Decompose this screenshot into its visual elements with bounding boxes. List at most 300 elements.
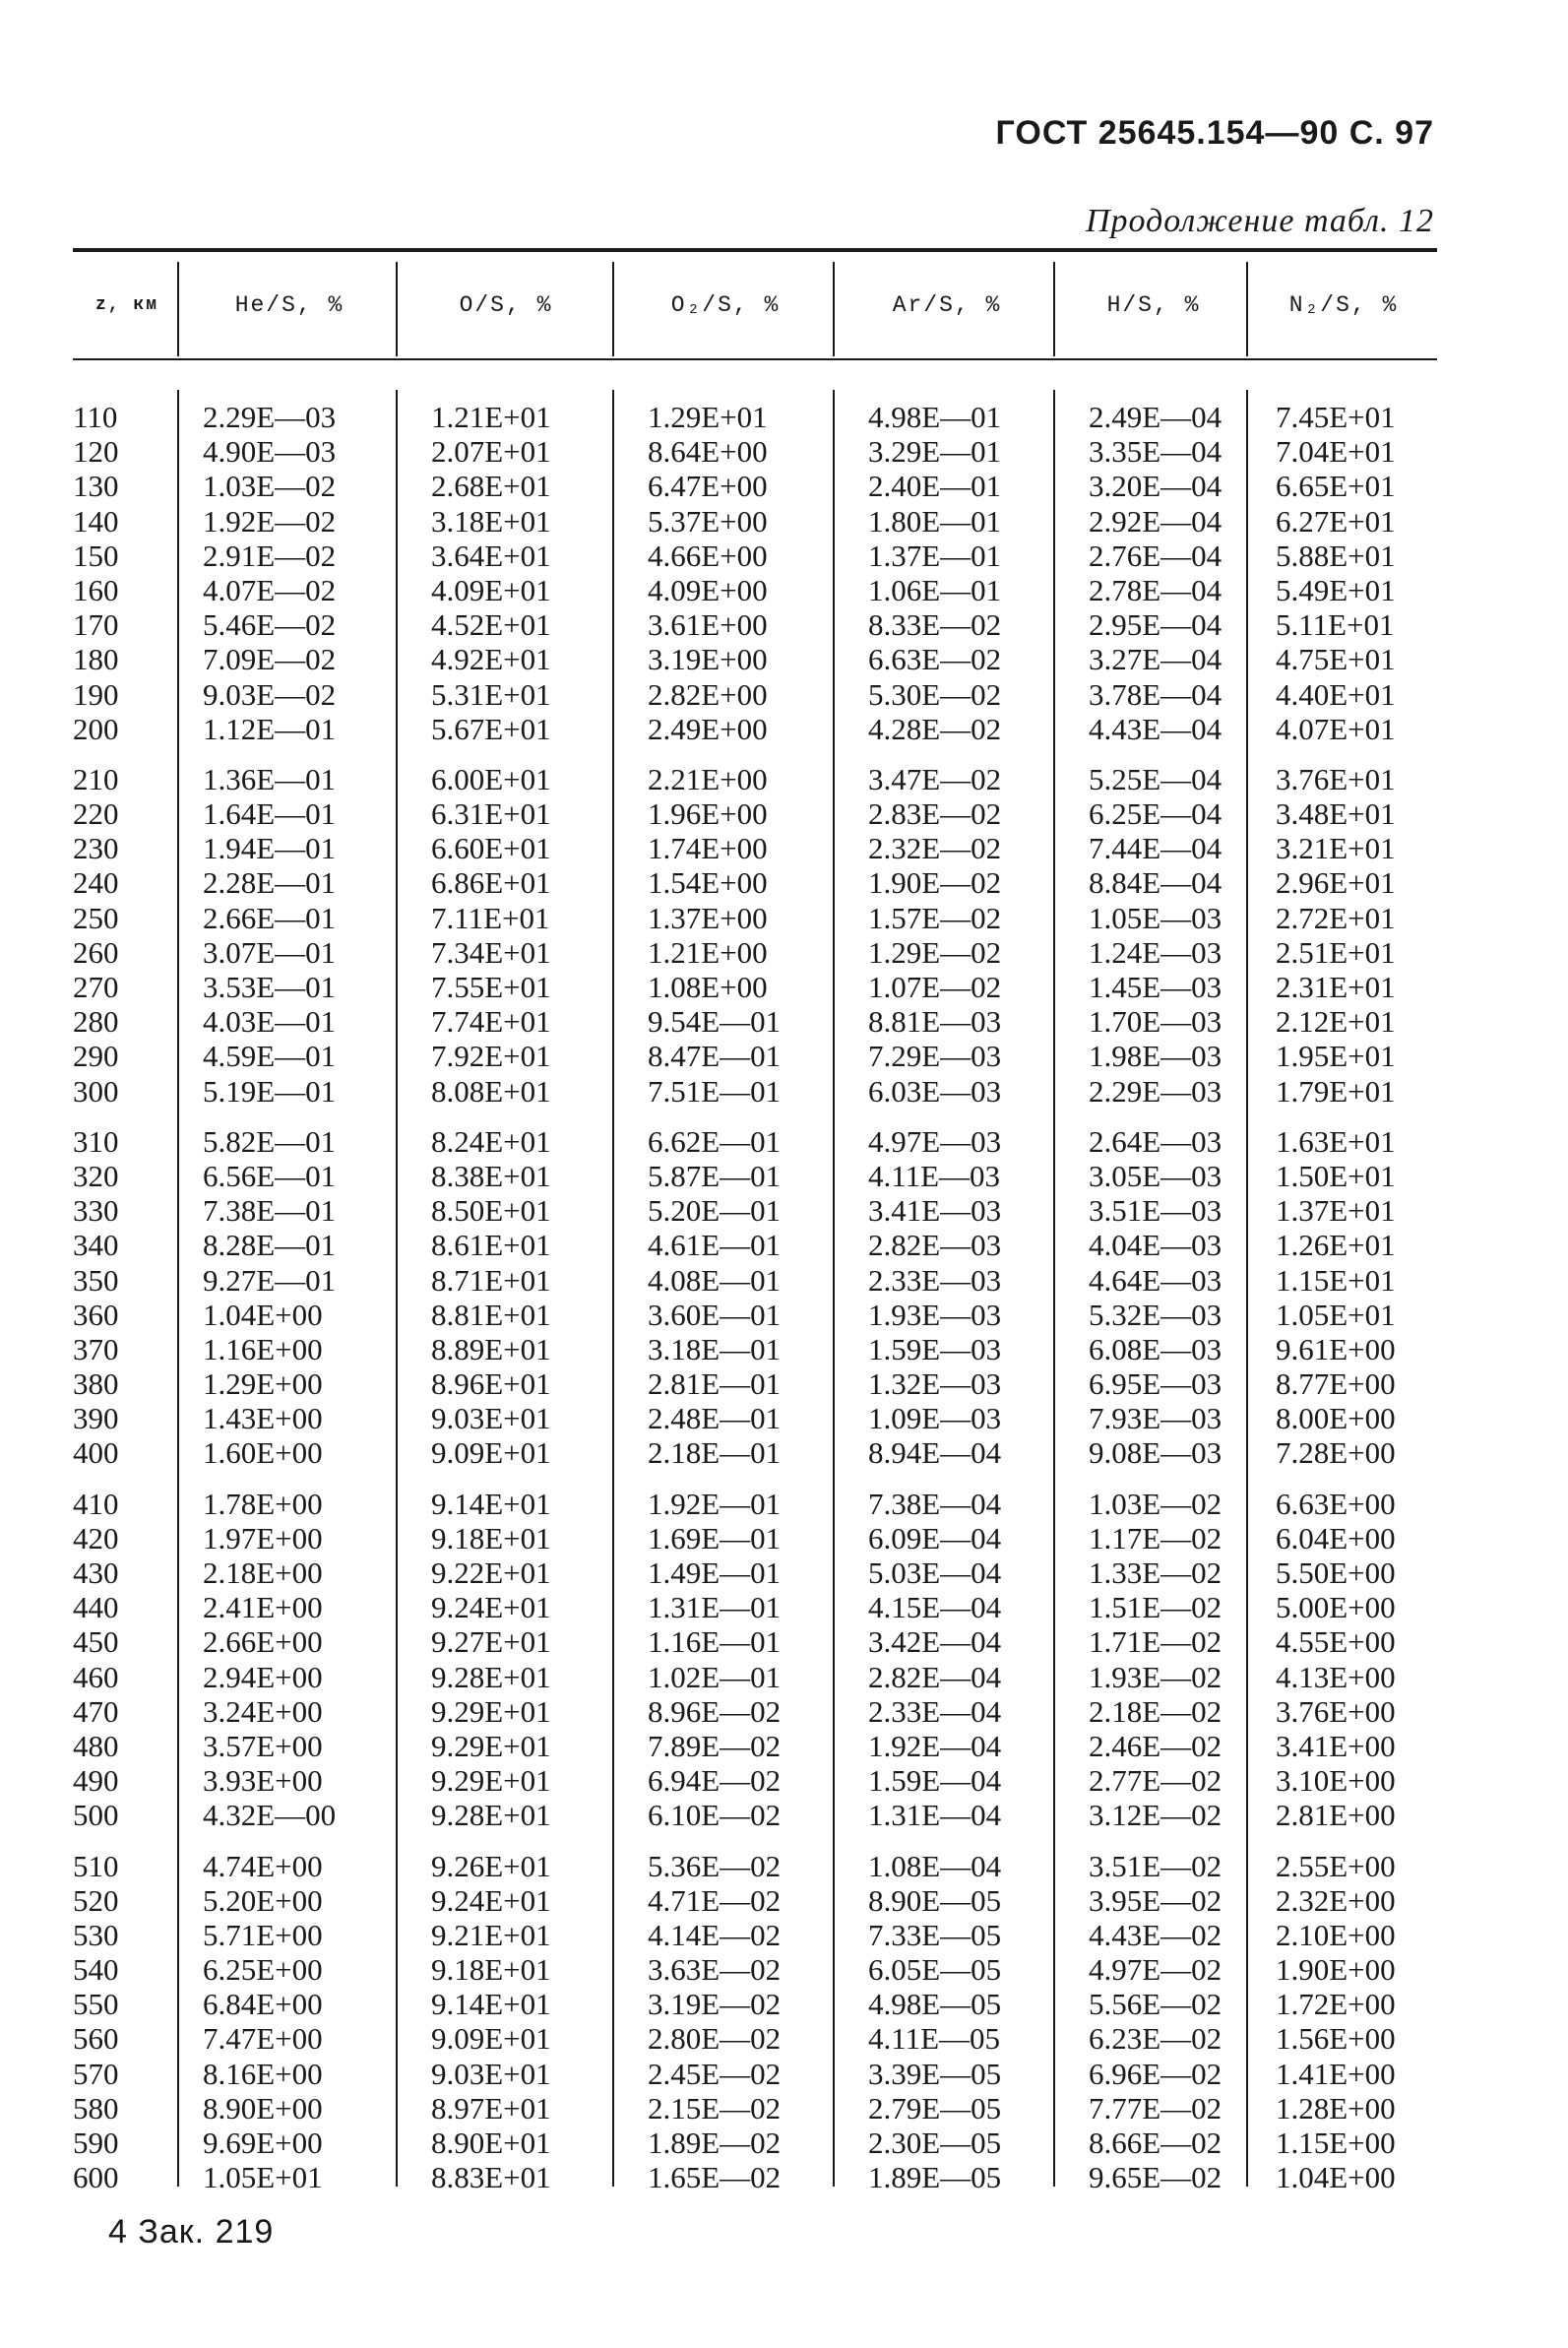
helium-cell: 2.18E+00 <box>203 1555 323 1590</box>
table-row <box>73 712 1437 746</box>
atomic-oxygen-cell: 8.71E+01 <box>431 1262 551 1298</box>
altitude-cell: 340 <box>73 1228 119 1263</box>
altitude-cell: 550 <box>73 1987 119 2022</box>
helium-cell: 1.03E—02 <box>203 469 337 504</box>
header-column-divider <box>833 262 835 356</box>
nitrogen-cell: 2.31E+01 <box>1276 970 1396 1004</box>
nitrogen-cell: 1.90E+00 <box>1276 1952 1396 1988</box>
altitude-cell: 180 <box>73 642 119 677</box>
hydrogen-cell: 3.51E—03 <box>1089 1193 1223 1229</box>
atomic-oxygen-cell: 9.28E+01 <box>431 1798 551 1833</box>
table-row <box>73 1263 1437 1298</box>
atomic-oxygen-cell: 8.81E+01 <box>431 1297 551 1332</box>
hydrogen-cell: 1.45E—03 <box>1089 970 1223 1004</box>
atomic-oxygen-cell: 9.21E+01 <box>431 1917 551 1952</box>
molecular-oxygen-cell: 5.20E—01 <box>648 1193 782 1229</box>
atomic-oxygen-cell: 9.09E+01 <box>431 2021 551 2057</box>
atomic-oxygen-cell: 9.24E+01 <box>431 1590 551 1625</box>
helium-cell: 6.25E+00 <box>203 1952 323 1988</box>
nitrogen-cell: 1.41E+00 <box>1276 2056 1396 2091</box>
argon-cell: 2.79E—05 <box>868 2090 1002 2126</box>
atomic-oxygen-cell: 8.61E+01 <box>431 1228 551 1263</box>
altitude-cell: 570 <box>73 2056 119 2091</box>
atomic-oxygen-cell: 5.31E+01 <box>431 676 551 712</box>
argon-cell: 8.90E—05 <box>868 1882 1002 1918</box>
hydrogen-cell: 5.32E—03 <box>1089 1297 1223 1332</box>
altitude-cell: 360 <box>73 1297 119 1332</box>
column-header-molecular-oxygen: O₂/S, % <box>670 292 781 318</box>
altitude-cell: 130 <box>73 469 119 504</box>
argon-cell: 5.03E—04 <box>868 1555 1002 1590</box>
header-column-divider <box>1053 262 1055 356</box>
atomic-oxygen-cell: 8.96E+01 <box>431 1366 551 1402</box>
molecular-oxygen-cell: 6.94E—02 <box>648 1763 782 1799</box>
nitrogen-cell: 1.50E+01 <box>1276 1158 1396 1193</box>
nitrogen-cell: 2.51E+01 <box>1276 934 1396 970</box>
table-row <box>73 2057 1437 2091</box>
molecular-oxygen-cell: 1.89E—02 <box>648 2126 782 2160</box>
table-row <box>73 865 1437 900</box>
hydrogen-cell: 4.64E—03 <box>1089 1262 1223 1298</box>
row-group <box>73 1124 1437 1471</box>
altitude-cell: 400 <box>73 1435 119 1471</box>
hydrogen-cell: 5.56E—02 <box>1089 1987 1223 2022</box>
altitude-cell: 290 <box>73 1039 119 1074</box>
molecular-oxygen-cell: 1.96E+00 <box>648 796 768 832</box>
altitude-cell: 200 <box>73 711 119 746</box>
helium-cell: 5.19E—01 <box>203 1073 337 1109</box>
molecular-oxygen-cell: 4.14E—02 <box>648 1917 782 1952</box>
argon-cell: 6.63E—02 <box>868 642 1002 677</box>
atomic-oxygen-cell: 8.90E+01 <box>431 2126 551 2160</box>
table-row <box>73 1332 1437 1366</box>
altitude-cell: 380 <box>73 1366 119 1402</box>
hydrogen-cell: 2.29E—03 <box>1089 1073 1223 1109</box>
altitude-cell: 170 <box>73 607 119 643</box>
nitrogen-cell: 9.61E+00 <box>1276 1331 1396 1366</box>
nitrogen-cell: 1.56E+00 <box>1276 2021 1396 2057</box>
helium-cell: 8.28E—01 <box>203 1228 337 1263</box>
nitrogen-cell: 5.50E+00 <box>1276 1555 1396 1590</box>
nitrogen-cell: 7.45E+01 <box>1276 400 1396 434</box>
altitude-cell: 280 <box>73 1004 119 1040</box>
argon-cell: 2.32E—02 <box>868 831 1002 866</box>
molecular-oxygen-cell: 1.65E—02 <box>648 2160 782 2195</box>
hydrogen-cell: 2.46E—02 <box>1089 1728 1223 1763</box>
nitrogen-cell: 4.75E+01 <box>1276 642 1396 677</box>
atomic-oxygen-cell: 9.29E+01 <box>431 1728 551 1763</box>
molecular-oxygen-cell: 3.18E—01 <box>648 1331 782 1366</box>
helium-cell: 1.16E+00 <box>203 1331 323 1366</box>
molecular-oxygen-cell: 4.61E—01 <box>648 1228 782 1263</box>
atomic-oxygen-cell: 9.22E+01 <box>431 1555 551 1590</box>
helium-cell: 9.69E+00 <box>203 2126 323 2160</box>
table-row <box>73 762 1437 796</box>
column-header-nitrogen: N₂/S, % <box>1288 292 1399 318</box>
argon-cell: 2.83E—02 <box>868 796 1002 832</box>
helium-cell: 2.66E+00 <box>203 1624 323 1660</box>
altitude-cell: 320 <box>73 1158 119 1193</box>
altitude-cell: 520 <box>73 1882 119 1918</box>
hydrogen-cell: 3.51E—02 <box>1089 1848 1223 1883</box>
helium-cell: 8.16E+00 <box>203 2056 323 2091</box>
molecular-oxygen-cell: 2.49E+00 <box>648 711 768 746</box>
hydrogen-cell: 4.04E—03 <box>1089 1228 1223 1263</box>
helium-cell: 1.12E—01 <box>203 711 337 746</box>
table-row <box>73 1521 1437 1555</box>
hydrogen-cell: 3.35E—04 <box>1089 434 1223 470</box>
atomic-oxygen-cell: 8.24E+01 <box>431 1123 551 1159</box>
altitude-cell: 370 <box>73 1331 119 1366</box>
atomic-oxygen-cell: 8.97E+01 <box>431 2090 551 2126</box>
atomic-oxygen-cell: 7.74E+01 <box>431 1004 551 1040</box>
molecular-oxygen-cell: 6.62E—01 <box>648 1123 782 1159</box>
hydrogen-cell: 1.24E—03 <box>1089 934 1223 970</box>
altitude-cell: 260 <box>73 934 119 970</box>
molecular-oxygen-cell: 2.48E—01 <box>648 1401 782 1436</box>
argon-cell: 8.94E—04 <box>868 1435 1002 1471</box>
nitrogen-cell: 1.79E+01 <box>1276 1073 1396 1109</box>
altitude-cell: 510 <box>73 1848 119 1883</box>
column-header-atomic-oxygen: O/S, % <box>459 292 553 318</box>
argon-cell: 1.80E—01 <box>868 503 1002 539</box>
molecular-oxygen-cell: 3.19E—02 <box>648 1987 782 2022</box>
hydrogen-cell: 1.03E—02 <box>1089 1486 1223 1521</box>
altitude-cell: 210 <box>73 761 119 796</box>
table-row <box>73 1366 1437 1401</box>
hydrogen-cell: 2.92E—04 <box>1089 503 1223 539</box>
argon-cell: 1.59E—04 <box>868 1763 1002 1799</box>
table-row <box>73 1401 1437 1435</box>
helium-cell: 6.56E—01 <box>203 1158 337 1193</box>
atomic-oxygen-cell: 9.28E+01 <box>431 1659 551 1694</box>
table-row <box>73 1763 1437 1798</box>
helium-cell: 3.53E—01 <box>203 970 337 1004</box>
altitude-cell: 390 <box>73 1401 119 1436</box>
hydrogen-cell: 1.70E—03 <box>1089 1004 1223 1040</box>
helium-cell: 2.41E+00 <box>203 1590 323 1625</box>
altitude-cell: 330 <box>73 1193 119 1229</box>
argon-cell: 8.81E—03 <box>868 1004 1002 1040</box>
nitrogen-cell: 2.12E+01 <box>1276 1004 1396 1040</box>
altitude-cell: 560 <box>73 2021 119 2057</box>
atomic-oxygen-cell: 8.50E+01 <box>431 1193 551 1229</box>
nitrogen-cell: 6.63E+00 <box>1276 1486 1396 1521</box>
helium-cell: 9.27E—01 <box>203 1262 337 1298</box>
table-row <box>73 1849 1437 1883</box>
table-body <box>73 400 1437 2210</box>
nitrogen-cell: 4.07E+01 <box>1276 711 1396 746</box>
molecular-oxygen-cell: 4.09E+00 <box>648 572 768 607</box>
table-row <box>73 831 1437 865</box>
nitrogen-cell: 6.27E+01 <box>1276 503 1396 539</box>
table-row <box>73 607 1437 642</box>
argon-cell: 1.32E—03 <box>868 1366 1002 1402</box>
helium-cell: 2.66E—01 <box>203 900 337 935</box>
hydrogen-cell: 2.76E—04 <box>1089 538 1223 573</box>
atomic-oxygen-cell: 4.52E+01 <box>431 607 551 643</box>
column-header-helium: He/S, % <box>234 292 345 318</box>
molecular-oxygen-cell: 8.96E—02 <box>648 1693 782 1729</box>
table-header-row <box>73 252 1437 358</box>
atomic-oxygen-cell: 9.14E+01 <box>431 1486 551 1521</box>
nitrogen-cell: 1.28E+00 <box>1276 2090 1396 2126</box>
table-row <box>73 1004 1437 1039</box>
helium-cell: 4.32E—00 <box>203 1798 337 1833</box>
hydrogen-cell: 1.93E—02 <box>1089 1659 1223 1694</box>
helium-cell: 9.03E—02 <box>203 676 337 712</box>
altitude-cell: 590 <box>73 2126 119 2160</box>
molecular-oxygen-cell: 2.82E+00 <box>648 676 768 712</box>
table-row <box>73 935 1437 970</box>
molecular-oxygen-cell: 2.81E—01 <box>648 1366 782 1402</box>
table-row <box>73 539 1437 573</box>
molecular-oxygen-cell: 1.08E+00 <box>648 970 768 1004</box>
table-row <box>73 970 1437 1004</box>
hydrogen-cell: 4.97E—02 <box>1089 1952 1223 1988</box>
hydrogen-cell: 1.98E—03 <box>1089 1039 1223 1074</box>
argon-cell: 4.28E—02 <box>868 711 1002 746</box>
helium-cell: 1.64E—01 <box>203 796 337 832</box>
hydrogen-cell: 5.25E—04 <box>1089 761 1223 796</box>
table-row <box>73 901 1437 935</box>
table-row <box>73 504 1437 539</box>
helium-cell: 5.82E—01 <box>203 1123 337 1159</box>
helium-cell: 1.94E—01 <box>203 831 337 866</box>
atomic-oxygen-cell: 9.27E+01 <box>431 1624 551 1660</box>
hydrogen-cell: 4.43E—04 <box>1089 711 1223 746</box>
hydrogen-cell: 1.05E—03 <box>1089 900 1223 935</box>
helium-cell: 7.47E+00 <box>203 2021 323 2057</box>
nitrogen-cell: 3.10E+00 <box>1276 1763 1396 1799</box>
altitude-cell: 430 <box>73 1555 119 1590</box>
molecular-oxygen-cell: 1.92E—01 <box>648 1486 782 1521</box>
helium-cell: 3.07E—01 <box>203 934 337 970</box>
table-row <box>73 1987 1437 2021</box>
helium-cell: 4.74E+00 <box>203 1848 323 1883</box>
atomic-oxygen-cell: 8.89E+01 <box>431 1331 551 1366</box>
nitrogen-cell: 6.04E+00 <box>1276 1520 1396 1555</box>
atomic-oxygen-cell: 9.14E+01 <box>431 1987 551 2022</box>
hydrogen-cell: 3.95E—02 <box>1089 1882 1223 1918</box>
altitude-cell: 350 <box>73 1262 119 1298</box>
atomic-oxygen-cell: 6.60E+01 <box>431 831 551 866</box>
helium-cell: 2.28E—01 <box>203 865 337 901</box>
argon-cell: 5.30E—02 <box>868 676 1002 712</box>
atomic-oxygen-cell: 8.83E+01 <box>431 2160 551 2195</box>
altitude-cell: 190 <box>73 676 119 712</box>
hydrogen-cell: 2.64E—03 <box>1089 1123 1223 1159</box>
nitrogen-cell: 6.65E+01 <box>1276 469 1396 504</box>
helium-cell: 1.97E+00 <box>203 1520 323 1555</box>
helium-cell: 1.04E+00 <box>203 1297 323 1332</box>
molecular-oxygen-cell: 2.15E—02 <box>648 2090 782 2126</box>
table-continuation-caption: Продолжение табл. 12 <box>1085 203 1434 239</box>
argon-cell: 3.29E—01 <box>868 434 1002 470</box>
atomic-oxygen-cell: 9.24E+01 <box>431 1882 551 1918</box>
hydrogen-cell: 6.23E—02 <box>1089 2021 1223 2057</box>
molecular-oxygen-cell: 4.71E—02 <box>648 1882 782 1918</box>
atomic-oxygen-cell: 3.64E+01 <box>431 538 551 573</box>
nitrogen-cell: 1.72E+00 <box>1276 1987 1396 2022</box>
header-column-divider <box>612 262 614 356</box>
argon-cell: 1.89E—05 <box>868 2160 1002 2195</box>
helium-cell: 5.71E+00 <box>203 1917 323 1952</box>
nitrogen-cell: 2.32E+00 <box>1276 1882 1396 1918</box>
argon-cell: 2.82E—04 <box>868 1659 1002 1694</box>
argon-cell: 3.41E—03 <box>868 1193 1002 1229</box>
column-header-altitude: z, км <box>94 295 158 315</box>
nitrogen-cell: 3.41E+00 <box>1276 1728 1396 1763</box>
argon-cell: 1.93E—03 <box>868 1297 1002 1332</box>
helium-cell: 7.09E—02 <box>203 642 337 677</box>
hydrogen-cell: 2.49E—04 <box>1089 400 1223 434</box>
nitrogen-cell: 4.55E+00 <box>1276 1624 1396 1660</box>
helium-cell: 1.36E—01 <box>203 761 337 796</box>
table-row <box>73 1918 1437 1952</box>
atomic-oxygen-cell: 6.86E+01 <box>431 865 551 901</box>
atomic-oxygen-cell: 4.92E+01 <box>431 642 551 677</box>
nitrogen-cell: 1.63E+01 <box>1276 1123 1396 1159</box>
molecular-oxygen-cell: 6.47E+00 <box>648 469 768 504</box>
atomic-oxygen-cell: 9.03E+01 <box>431 1401 551 1436</box>
argon-cell: 8.33E—02 <box>868 607 1002 643</box>
argon-cell: 3.39E—05 <box>868 2056 1002 2091</box>
argon-cell: 3.47E—02 <box>868 761 1002 796</box>
molecular-oxygen-cell: 5.36E—02 <box>648 1848 782 1883</box>
argon-cell: 1.07E—02 <box>868 970 1002 1004</box>
hydrogen-cell: 6.08E—03 <box>1089 1331 1223 1366</box>
nitrogen-cell: 3.76E+01 <box>1276 761 1396 796</box>
atomic-oxygen-cell: 1.21E+01 <box>431 400 551 434</box>
altitude-cell: 110 <box>73 400 118 434</box>
page-footer: 4 Зак. 219 <box>108 2213 275 2251</box>
atomic-oxygen-cell: 7.55E+01 <box>431 970 551 1004</box>
atomic-oxygen-cell: 9.26E+01 <box>431 1848 551 1883</box>
helium-cell: 2.29E—03 <box>203 400 337 434</box>
hydrogen-cell: 6.25E—04 <box>1089 796 1223 832</box>
nitrogen-cell: 5.00E+00 <box>1276 1590 1396 1625</box>
altitude-cell: 310 <box>73 1123 119 1159</box>
atomic-oxygen-cell: 2.07E+01 <box>431 434 551 470</box>
altitude-cell: 150 <box>73 538 119 573</box>
nitrogen-cell: 2.55E+00 <box>1276 1848 1396 1883</box>
table-row <box>73 642 1437 676</box>
helium-cell: 1.05E+01 <box>203 2160 323 2195</box>
molecular-oxygen-cell: 1.74E+00 <box>648 831 768 866</box>
altitude-cell: 470 <box>73 1693 119 1729</box>
altitude-cell: 500 <box>73 1798 119 1833</box>
argon-cell: 6.09E—04 <box>868 1520 1002 1555</box>
molecular-oxygen-cell: 2.21E+00 <box>648 761 768 796</box>
altitude-cell: 480 <box>73 1728 119 1763</box>
table-row <box>73 677 1437 712</box>
hydrogen-cell: 3.20E—04 <box>1089 469 1223 504</box>
table-row <box>73 434 1437 469</box>
helium-cell: 4.03E—01 <box>203 1004 337 1040</box>
row-group <box>73 400 1437 746</box>
altitude-cell: 250 <box>73 900 119 935</box>
hydrogen-cell: 2.18E—02 <box>1089 1693 1223 1729</box>
table-row <box>73 1193 1437 1228</box>
hydrogen-cell: 8.66E—02 <box>1089 2126 1223 2160</box>
hydrogen-cell: 1.51E—02 <box>1089 1590 1223 1625</box>
table-row <box>73 1590 1437 1624</box>
helium-cell: 4.90E—03 <box>203 434 337 470</box>
argon-cell: 1.59E—03 <box>868 1331 1002 1366</box>
helium-cell: 5.46E—02 <box>203 607 337 643</box>
table-row <box>73 1435 1437 1470</box>
argon-cell: 1.31E—04 <box>868 1798 1002 1833</box>
helium-cell: 2.91E—02 <box>203 538 337 573</box>
hydrogen-cell: 3.27E—04 <box>1089 642 1223 677</box>
argon-cell: 1.57E—02 <box>868 900 1002 935</box>
helium-cell: 5.20E+00 <box>203 1882 323 1918</box>
helium-cell: 1.92E—02 <box>203 503 337 539</box>
argon-cell: 4.11E—05 <box>868 2021 1001 2057</box>
table-row <box>73 1159 1437 1193</box>
molecular-oxygen-cell: 4.66E+00 <box>648 538 768 573</box>
molecular-oxygen-cell: 5.87E—01 <box>648 1158 782 1193</box>
atomic-oxygen-cell: 8.08E+01 <box>431 1073 551 1109</box>
argon-cell: 1.37E—01 <box>868 538 1002 573</box>
header-column-divider <box>1246 262 1248 356</box>
altitude-cell: 600 <box>73 2160 119 2195</box>
altitude-cell: 300 <box>73 1073 119 1109</box>
nitrogen-cell: 5.11E+01 <box>1276 607 1395 643</box>
molecular-oxygen-cell: 9.54E—01 <box>648 1004 782 1040</box>
atomic-oxygen-cell: 7.11E+01 <box>431 900 550 935</box>
table-row <box>73 1952 1437 1987</box>
argon-cell: 2.30E—05 <box>868 2126 1002 2160</box>
helium-cell: 6.84E+00 <box>203 1987 323 2022</box>
altitude-cell: 440 <box>73 1590 119 1625</box>
molecular-oxygen-cell: 4.08E—01 <box>648 1262 782 1298</box>
molecular-oxygen-cell: 1.37E+00 <box>648 900 768 935</box>
molecular-oxygen-cell: 1.16E—01 <box>648 1624 782 1660</box>
altitude-cell: 420 <box>73 1520 119 1555</box>
table-row <box>73 796 1437 831</box>
nitrogen-cell: 2.81E+00 <box>1276 1798 1396 1833</box>
nitrogen-cell: 1.04E+00 <box>1276 2160 1396 2195</box>
hydrogen-cell: 9.08E—03 <box>1089 1435 1223 1471</box>
helium-cell: 8.90E+00 <box>203 2090 323 2126</box>
molecular-oxygen-cell: 1.54E+00 <box>648 865 768 901</box>
table-row <box>73 1729 1437 1763</box>
altitude-cell: 230 <box>73 831 119 866</box>
helium-cell: 1.29E+00 <box>203 1366 323 1402</box>
table-row <box>73 400 1437 434</box>
molecular-oxygen-cell: 3.61E+00 <box>648 607 768 643</box>
hydrogen-cell: 3.78E—04 <box>1089 676 1223 712</box>
table-row <box>73 1298 1437 1332</box>
hydrogen-cell: 3.05E—03 <box>1089 1158 1223 1193</box>
argon-cell: 2.33E—04 <box>868 1693 1002 1729</box>
data-table <box>73 252 1437 2195</box>
argon-cell: 1.08E—04 <box>868 1848 1002 1883</box>
table-row <box>73 1660 1437 1694</box>
argon-cell: 7.38E—04 <box>868 1486 1002 1521</box>
table-row <box>73 573 1437 607</box>
altitude-cell: 460 <box>73 1659 119 1694</box>
table-row <box>73 1074 1437 1109</box>
argon-cell: 4.15E—04 <box>868 1590 1002 1625</box>
argon-cell: 1.90E—02 <box>868 865 1002 901</box>
atomic-oxygen-cell: 5.67E+01 <box>431 711 551 746</box>
molecular-oxygen-cell: 1.31E—01 <box>648 1590 782 1625</box>
table-row <box>73 1228 1437 1262</box>
argon-cell: 1.06E—01 <box>868 572 1002 607</box>
